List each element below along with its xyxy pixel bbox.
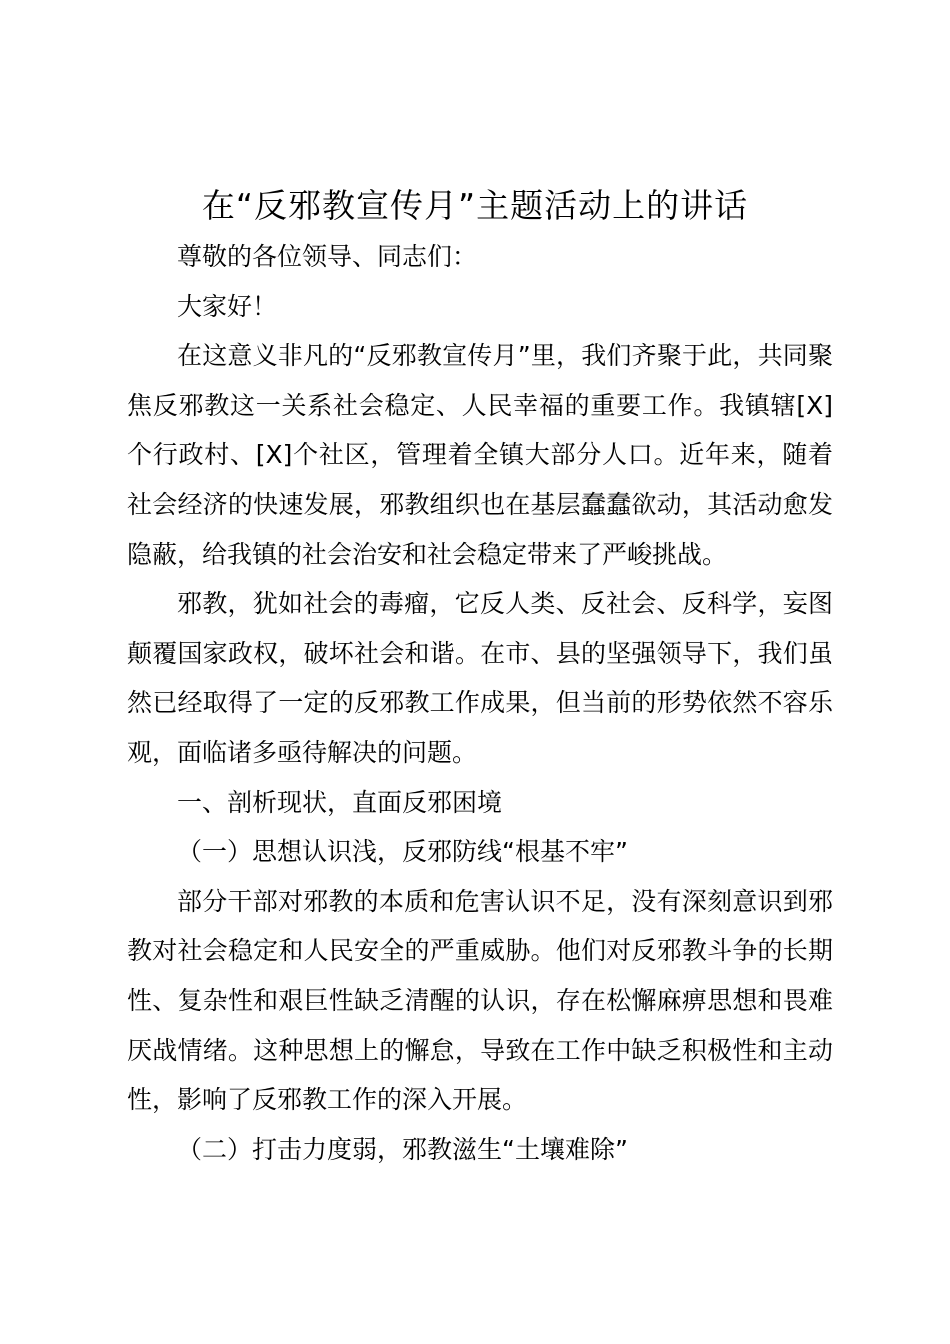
subsection-1-heading: （一）思想认识浅，反邪防线“根基不牢” bbox=[177, 837, 628, 867]
document-body bbox=[127, 232, 833, 1174]
document-title: 在“反邪教宣传月”主题活动上的讲话 bbox=[201, 186, 749, 225]
section-1-heading: 一、剖析现状，直面反邪困境 bbox=[177, 787, 503, 817]
greeting: 大家好！ bbox=[177, 291, 278, 321]
subsection-2-heading: （二）打击力度弱，邪教滋生“土壤难除” bbox=[177, 1134, 628, 1164]
salutation: 尊敬的各位领导、同志们： bbox=[177, 242, 478, 271]
paragraph-1: 在这意义非凡的“反邪教宣传月”里，我们齐聚于此，共同聚焦反邪教这一关系社会稳定、人民幸福的重要工作。我镇辖[X]个行政村、[X]个社区，管理着全镇大部分人口。近年来，随着社会经济的快速发展，邪教组织也在基层蠢蠢欲动，其活动愈发隐蔽，给我镇的社会治安和社会稳定带来了严峻挑战。 bbox=[127, 341, 833, 569]
paragraph-3: 部分干部对邪教的本质和危害认识不足，没有深刻意识到邪教对社会稳定和人民安全的严重威胁。他们对反邪教斗争的长期性、复杂性和艰巨性缺乏清醒的认识，存在松懈麻痹思想和畏难厌战情绪。这种思想上的懈怠，导致在工作中缺乏积极性和主动性，影响了反邪教工作的深入开展。 bbox=[127, 886, 833, 1115]
paragraph-2: 邪教，犹如社会的毒瘤，它反人类、反社会、反科学，妄图颠覆国家政权，破坏社会和谐。在市、县的坚强领导下，我们虽然已经取得了一定的反邪教工作成果，但当前的形势依然不容乐观，面临诸多亟待解决的问题。 bbox=[127, 589, 833, 767]
